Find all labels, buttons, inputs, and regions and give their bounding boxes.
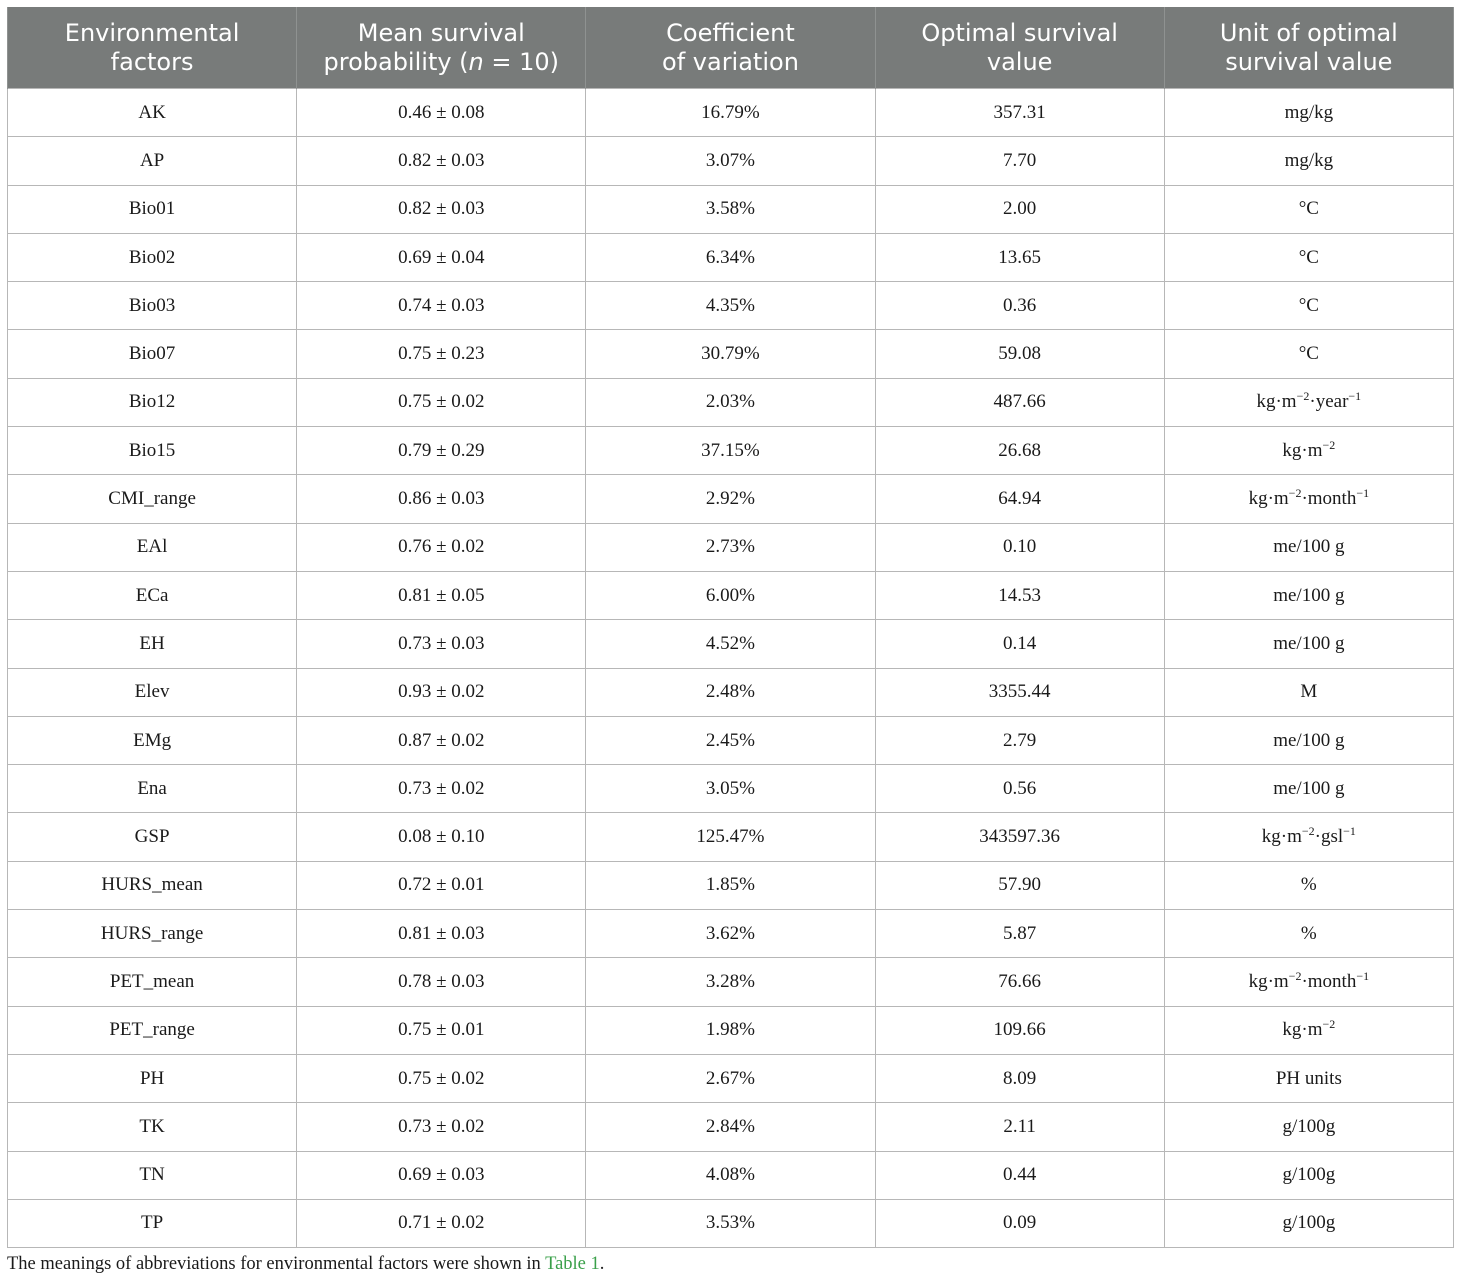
header-italic-n: n (468, 47, 484, 76)
header-line-1: Optimal survival (921, 18, 1118, 47)
unit-text: ·month (1301, 488, 1357, 510)
header-line-2: value (986, 47, 1053, 76)
unit-text: g/100g (1282, 1115, 1336, 1137)
table-row (8, 620, 1454, 668)
coefficient-cell: 16.79% (586, 89, 875, 137)
optimal-value-cell: 64.94 (875, 475, 1164, 523)
coefficient-cell: 2.67% (586, 1054, 875, 1102)
factor-cell: EMg (8, 716, 297, 764)
unit-text: kg·m (1256, 391, 1297, 413)
mean-survival-cell: 0.79 ± 0.29 (297, 427, 586, 475)
coefficient-cell: 6.34% (586, 233, 875, 281)
mean-survival-cell: 0.75 ± 0.02 (297, 378, 586, 426)
mean-survival-cell: 0.73 ± 0.03 (297, 620, 586, 668)
unit-text: me/100 g (1273, 536, 1345, 558)
table-row (8, 1054, 1454, 1102)
optimal-value-cell: 5.87 (875, 910, 1164, 958)
unit-text: kg·m (1261, 826, 1302, 848)
optimal-value-cell: 2.11 (875, 1103, 1164, 1151)
unit-text: °C (1298, 246, 1319, 268)
factor-cell: PET_mean (8, 958, 297, 1006)
unit-exponent: −2 (1288, 486, 1302, 501)
factor-cell: PET_range (8, 1006, 297, 1054)
optimal-value-cell: 487.66 (875, 378, 1164, 426)
unit-text: M (1300, 681, 1318, 703)
optimal-value-cell: 8.09 (875, 1054, 1164, 1102)
optimal-value-cell: 0.44 (875, 1151, 1164, 1199)
table-row (8, 185, 1454, 233)
factor-cell: Bio02 (8, 233, 297, 281)
factor-cell: Ena (8, 765, 297, 813)
unit-cell (1164, 958, 1453, 1006)
optimal-value-cell: 76.66 (875, 958, 1164, 1006)
optimal-value-cell: 26.68 (875, 427, 1164, 475)
unit-exponent: −1 (1356, 968, 1370, 983)
header-coefficient-of-variation (586, 7, 875, 89)
table-row (8, 1151, 1454, 1199)
unit-text: kg·m (1282, 1019, 1323, 1041)
factor-cell: Bio03 (8, 282, 297, 330)
optimal-value-cell: 3355.44 (875, 668, 1164, 716)
factor-cell: Bio15 (8, 427, 297, 475)
unit-cell (1164, 910, 1453, 958)
optimal-value-cell: 2.00 (875, 185, 1164, 233)
table-row (8, 1103, 1454, 1151)
header-row (8, 7, 1454, 89)
unit-text: me/100 g (1273, 632, 1345, 654)
table-row (8, 668, 1454, 716)
factor-cell: Bio07 (8, 330, 297, 378)
mean-survival-cell: 0.78 ± 0.03 (297, 958, 586, 1006)
factor-cell: TN (8, 1151, 297, 1199)
factor-cell: Bio01 (8, 185, 297, 233)
unit-text: °C (1298, 198, 1319, 220)
unit-cell (1164, 813, 1453, 861)
table-1-link[interactable]: Table 1 (545, 1254, 600, 1274)
unit-cell (1164, 765, 1453, 813)
coefficient-cell: 30.79% (586, 330, 875, 378)
footnote-end: . (599, 1254, 605, 1274)
mean-survival-cell: 0.76 ± 0.02 (297, 523, 586, 571)
unit-cell (1164, 233, 1453, 281)
table-row (8, 1199, 1454, 1247)
factor-cell: ECa (8, 571, 297, 619)
mean-survival-cell: 0.87 ± 0.02 (297, 716, 586, 764)
unit-cell (1164, 330, 1453, 378)
unit-cell (1164, 523, 1453, 571)
mean-survival-cell: 0.75 ± 0.02 (297, 1054, 586, 1102)
coefficient-cell: 3.05% (586, 765, 875, 813)
mean-survival-cell: 0.73 ± 0.02 (297, 765, 586, 813)
table-row (8, 571, 1454, 619)
optimal-value-cell: 343597.36 (875, 813, 1164, 861)
table-row (8, 137, 1454, 185)
factor-cell: EH (8, 620, 297, 668)
coefficient-cell: 3.28% (586, 958, 875, 1006)
coefficient-cell: 2.73% (586, 523, 875, 571)
factor-cell: AK (8, 89, 297, 137)
optimal-value-cell: 2.79 (875, 716, 1164, 764)
unit-text: °C (1298, 343, 1319, 365)
unit-cell (1164, 571, 1453, 619)
header-line-2: probability ( (323, 47, 469, 76)
table-row (8, 330, 1454, 378)
unit-text: ·gsl (1314, 826, 1344, 848)
unit-text: kg·m (1248, 488, 1289, 510)
coefficient-cell: 3.58% (586, 185, 875, 233)
unit-cell (1164, 668, 1453, 716)
table-row (8, 89, 1454, 137)
coefficient-cell: 3.07% (586, 137, 875, 185)
table-row (8, 958, 1454, 1006)
coefficient-cell: 4.52% (586, 620, 875, 668)
mean-survival-cell: 0.69 ± 0.03 (297, 1151, 586, 1199)
coefficient-cell: 2.45% (586, 716, 875, 764)
coefficient-cell: 6.00% (586, 571, 875, 619)
factor-cell: HURS_mean (8, 861, 297, 909)
header-line-1: Unit of optimal (1219, 18, 1398, 47)
table-row (8, 523, 1454, 571)
unit-cell (1164, 185, 1453, 233)
table-row (8, 813, 1454, 861)
table-body (8, 89, 1454, 1248)
coefficient-cell: 37.15% (586, 427, 875, 475)
mean-survival-cell: 0.86 ± 0.03 (297, 475, 586, 523)
unit-cell (1164, 716, 1453, 764)
coefficient-cell: 1.98% (586, 1006, 875, 1054)
coefficient-cell: 125.47% (586, 813, 875, 861)
factor-cell: HURS_range (8, 910, 297, 958)
unit-cell (1164, 89, 1453, 137)
table-row (8, 282, 1454, 330)
factor-cell: CMI_range (8, 475, 297, 523)
unit-text: g/100g (1282, 1212, 1336, 1234)
header-line-1: Environmental (64, 18, 240, 47)
unit-cell (1164, 137, 1453, 185)
coefficient-cell: 2.84% (586, 1103, 875, 1151)
unit-cell (1164, 378, 1453, 426)
mean-survival-cell: 0.71 ± 0.02 (297, 1199, 586, 1247)
unit-text: PH units (1275, 1067, 1342, 1089)
factor-cell: AP (8, 137, 297, 185)
unit-cell (1164, 1199, 1453, 1247)
coefficient-cell: 4.35% (586, 282, 875, 330)
table-row (8, 1006, 1454, 1054)
unit-exponent: −2 (1301, 824, 1315, 839)
coefficient-cell: 2.92% (586, 475, 875, 523)
table-row (8, 716, 1454, 764)
unit-cell (1164, 1151, 1453, 1199)
footnote-text: The meanings of abbreviations for environmental factors were shown in (7, 1254, 546, 1274)
header-line-2: survival value (1225, 47, 1393, 76)
unit-text: mg/kg (1284, 149, 1334, 171)
optimal-value-cell: 13.65 (875, 233, 1164, 281)
header-line-1: Coefficient (666, 18, 795, 47)
table-row (8, 861, 1454, 909)
table-header (8, 7, 1454, 89)
unit-text: ·month (1301, 970, 1357, 992)
coefficient-cell: 3.53% (586, 1199, 875, 1247)
unit-exponent: −1 (1348, 389, 1362, 404)
mean-survival-cell: 0.46 ± 0.08 (297, 89, 586, 137)
header-optimal-survival-value (875, 7, 1164, 89)
unit-exponent: −1 (1356, 486, 1370, 501)
unit-text: ·year (1309, 391, 1349, 413)
optimal-value-cell: 57.90 (875, 861, 1164, 909)
unit-text: kg·m (1248, 970, 1289, 992)
factor-cell: Bio12 (8, 378, 297, 426)
factor-cell: TP (8, 1199, 297, 1247)
unit-cell (1164, 1006, 1453, 1054)
environmental-factors-table (7, 7, 1454, 1248)
mean-survival-cell: 0.81 ± 0.05 (297, 571, 586, 619)
mean-survival-cell: 0.93 ± 0.02 (297, 668, 586, 716)
table-footnote (7, 1254, 604, 1275)
unit-cell (1164, 620, 1453, 668)
unit-text: °C (1298, 294, 1319, 316)
factor-cell: EAl (8, 523, 297, 571)
unit-exponent: −2 (1322, 1017, 1336, 1032)
table-row (8, 233, 1454, 281)
unit-text: g/100g (1282, 1164, 1336, 1186)
unit-cell (1164, 1054, 1453, 1102)
optimal-value-cell: 109.66 (875, 1006, 1164, 1054)
factor-cell: GSP (8, 813, 297, 861)
table-row (8, 378, 1454, 426)
mean-survival-cell: 0.73 ± 0.02 (297, 1103, 586, 1151)
table-row (8, 427, 1454, 475)
optimal-value-cell: 0.09 (875, 1199, 1164, 1247)
header-mean-survival-probability (297, 7, 586, 89)
header-line-1: Mean survival (357, 18, 525, 47)
mean-survival-cell: 0.72 ± 0.01 (297, 861, 586, 909)
mean-survival-cell: 0.81 ± 0.03 (297, 910, 586, 958)
unit-exponent: −2 (1322, 437, 1336, 452)
mean-survival-cell: 0.08 ± 0.10 (297, 813, 586, 861)
optimal-value-cell: 0.36 (875, 282, 1164, 330)
optimal-value-cell: 0.56 (875, 765, 1164, 813)
header-suffix: = 10) (483, 47, 560, 76)
mean-survival-cell: 0.74 ± 0.03 (297, 282, 586, 330)
unit-text: me/100 g (1273, 584, 1345, 606)
data-table-container (7, 7, 1453, 1248)
unit-text: kg·m (1282, 439, 1323, 461)
coefficient-cell: 2.03% (586, 378, 875, 426)
table-row (8, 475, 1454, 523)
header-line-2: factors (110, 47, 194, 76)
unit-text: % (1300, 922, 1317, 944)
mean-survival-cell: 0.75 ± 0.23 (297, 330, 586, 378)
coefficient-cell: 4.08% (586, 1151, 875, 1199)
unit-exponent: −2 (1296, 389, 1310, 404)
header-line-2: of variation (662, 47, 799, 76)
coefficient-cell: 3.62% (586, 910, 875, 958)
unit-text: % (1300, 874, 1317, 896)
factor-cell: TK (8, 1103, 297, 1151)
optimal-value-cell: 0.10 (875, 523, 1164, 571)
mean-survival-cell: 0.75 ± 0.01 (297, 1006, 586, 1054)
factor-cell: PH (8, 1054, 297, 1102)
unit-exponent: −2 (1288, 968, 1302, 983)
mean-survival-cell: 0.69 ± 0.04 (297, 233, 586, 281)
unit-text: mg/kg (1284, 101, 1334, 123)
coefficient-cell: 2.48% (586, 668, 875, 716)
unit-cell (1164, 1103, 1453, 1151)
optimal-value-cell: 7.70 (875, 137, 1164, 185)
table-row (8, 910, 1454, 958)
optimal-value-cell: 0.14 (875, 620, 1164, 668)
unit-cell (1164, 475, 1453, 523)
coefficient-cell: 1.85% (586, 861, 875, 909)
unit-cell (1164, 427, 1453, 475)
optimal-value-cell: 357.31 (875, 89, 1164, 137)
unit-cell (1164, 282, 1453, 330)
unit-text: me/100 g (1273, 729, 1345, 751)
header-environmental-factors (8, 7, 297, 89)
optimal-value-cell: 59.08 (875, 330, 1164, 378)
optimal-value-cell: 14.53 (875, 571, 1164, 619)
mean-survival-cell: 0.82 ± 0.03 (297, 137, 586, 185)
mean-survival-cell: 0.82 ± 0.03 (297, 185, 586, 233)
unit-exponent: −1 (1343, 824, 1356, 839)
header-unit-of-optimal-survival-value (1164, 7, 1453, 89)
factor-cell: Elev (8, 668, 297, 716)
unit-text: me/100 g (1273, 777, 1345, 799)
unit-cell (1164, 861, 1453, 909)
table-row (8, 765, 1454, 813)
